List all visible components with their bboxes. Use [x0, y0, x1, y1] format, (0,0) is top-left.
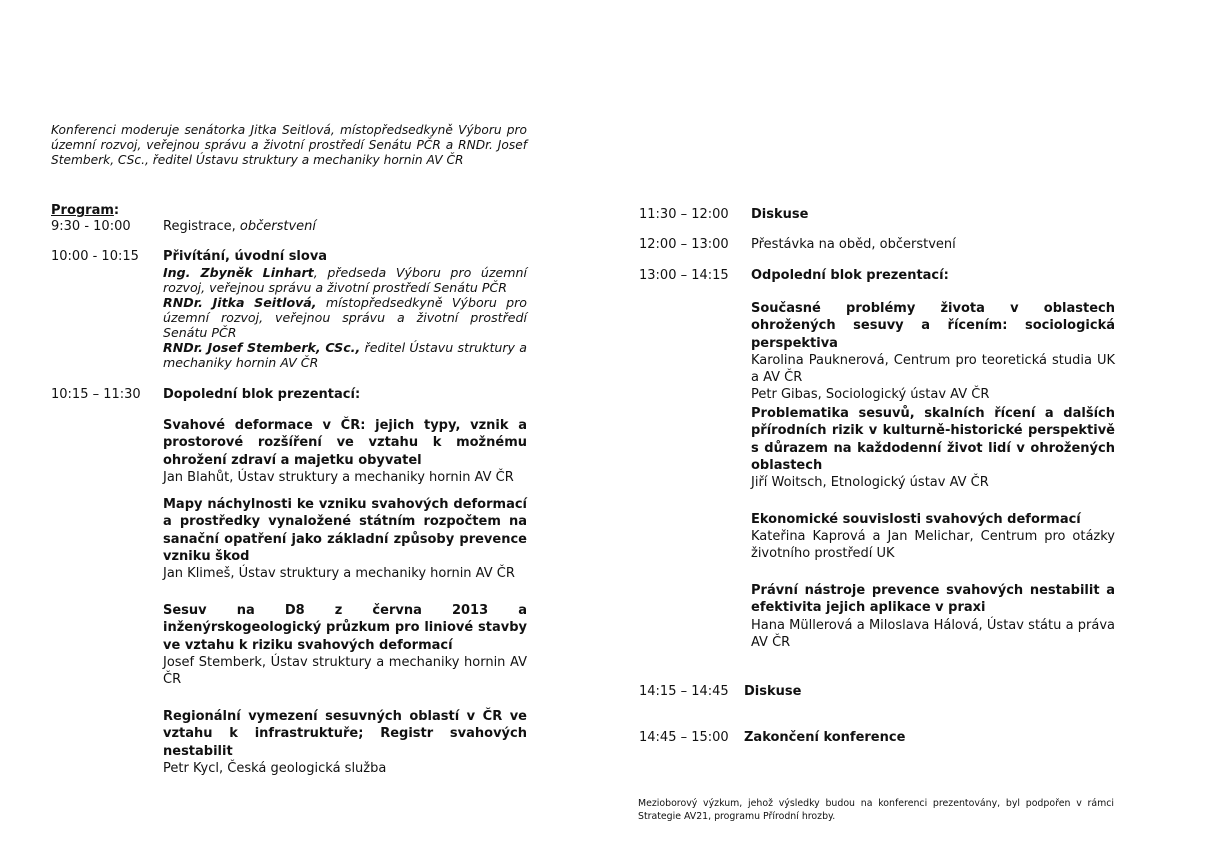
talk-item [751, 405, 1115, 491]
speaker-seitlova [163, 295, 527, 340]
talk-item [751, 300, 1115, 403]
talk-item [751, 582, 1115, 651]
discussion2-time: 14:15 – 14:45 [639, 684, 729, 699]
talk-author: Petr Kycl, Česká geologická služba [163, 760, 387, 776]
discussion2-label: Diskuse [744, 684, 802, 699]
closing-label: Zakončení konference [744, 730, 906, 745]
speaker-seitlova-role: místopředsedkyně Výboru pro územní rozvoj, veřejnou správu a životní prostředí Senátu PČR [163, 295, 527, 340]
speaker-linhart-name: Ing. Zbyněk Linhart [163, 265, 314, 280]
morning-block-title: Dopolední blok prezentací: [163, 387, 361, 402]
talk-author: Jan Blahůt, Ústav struktury a mechaniky hornin AV ČR [163, 469, 514, 485]
talk-author: Jan Klimeš, Ústav struktury a mechaniky hornin AV ČR [163, 566, 515, 582]
talk-title: Mapy náchylnosti ke vzniku svahových deformací a prostředky vynaložené státním rozpočtem na sanační opatření jako základní způsoby prevence vzniku škod [163, 497, 527, 564]
talk-title: Ekonomické souvislosti svahových deformací [751, 512, 1081, 527]
lunch-label: Přestávka na oběd, občerstvení [751, 237, 956, 252]
talk-title: Současné problémy života v oblastech ohrožených sesuvy a řícením: sociologická perspektiva [751, 301, 1115, 351]
closing-time: 14:45 – 15:00 [639, 730, 729, 745]
talk-title: Svahové deformace v ČR: jejich typy, vznik a prostorové rozšíření ve vztahu k možnému ohrožení zdraví a majetku obyvatel [163, 418, 527, 468]
registration-text [163, 218, 316, 235]
welcome-speakers [163, 265, 527, 370]
funding-footnote: Mezioborový výzkum, jehož výsledky budou na konferenci prezentovány, byl podpořen v rámci Strategie AV21, programu Přírodní hrozby. [638, 798, 1114, 822]
program-heading: Program: [51, 203, 120, 218]
talk-author: Kateřina Kaprová a Jan Melichar, Centrum pro otázky životního prostředí UK [751, 529, 1115, 562]
welcome-time: 10:00 - 10:15 [51, 249, 139, 264]
speaker-stemberk-role: ředitel Ústavu struktury a mechaniky hornin AV ČR [163, 340, 527, 370]
talk-author: Josef Stemberk, Ústav struktury a mechaniky hornin AV ČR [163, 654, 527, 687]
talk-item [163, 708, 527, 777]
lunch-time: 12:00 – 13:00 [639, 237, 729, 252]
speaker-linhart-role: , předseda Výboru pro územní rozvoj, veřejnou správu a životní prostředí Senátu PČR [163, 265, 528, 295]
moderator-intro: Konferenci moderuje senátorka Jitka Seitlová, místopředsedkyně Výboru pro územní rozvoj, veřejnou správu a životní prostředí Senátu PČR a RNDr. Josef Stemberk, CSc., ředitel Ústavu struktury a mechaniky hornin AV ČR [51, 123, 527, 167]
discussion1-time: 11:30 – 12:00 [639, 207, 729, 222]
talk-author: Karolina Pauknerová, Centrum pro teoretická studia UK a AV ČR [751, 352, 1115, 385]
registration-label: Registrace, [163, 219, 240, 234]
speaker-stemberk-name: RNDr. Josef Stemberk, CSc., [163, 340, 361, 355]
speaker-linhart [163, 265, 527, 295]
talk-item [751, 511, 1115, 562]
talk-item [163, 602, 527, 688]
talk-item [163, 417, 527, 486]
welcome-title: Přivítání, úvodní slova [163, 249, 328, 264]
talk-title: Regionální vymezení sesuvných oblastí v ČR ve vztahu k infrastruktuře; Registr svahových nestabilit [163, 709, 527, 759]
program-label: Program [51, 203, 114, 218]
talk-title: Právní nástroje prevence svahových nestabilit a efektivita jejich aplikace v praxi [751, 583, 1115, 616]
afternoon-block-title: Odpolední blok prezentací: [751, 268, 949, 283]
speaker-seitlova-name: RNDr. Jitka Seitlová, [163, 295, 317, 310]
talk-author: Jiří Woitsch, Etnologický ústav AV ČR [751, 475, 989, 491]
discussion1-label: Diskuse [751, 207, 809, 222]
afternoon-block-time: 13:00 – 14:15 [639, 268, 729, 283]
talk-item [163, 496, 527, 582]
speaker-stemberk [163, 340, 527, 370]
talk-author-secondary: Petr Gibas, Sociologický ústav AV ČR [751, 386, 990, 402]
morning-block-time: 10:15 – 11:30 [51, 387, 141, 402]
talk-title: Problematika sesuvů, skalních řícení a dalších přírodních rizik v kulturně-historické perspektivě s důrazem na každodenní život lidí v ohrožených oblastech [751, 406, 1115, 473]
talk-author: Hana Müllerová a Miloslava Hálová, Ústav státu a práva AV ČR [751, 617, 1115, 650]
talk-title: Sesuv na D8 z června 2013 a inženýrskogeologický průzkum pro liniové stavby ve vztahu k riziku svahových deformací [163, 603, 527, 653]
registration-refreshment: občerstvení [239, 219, 317, 234]
registration-time: 9:30 - 10:00 [51, 219, 131, 234]
